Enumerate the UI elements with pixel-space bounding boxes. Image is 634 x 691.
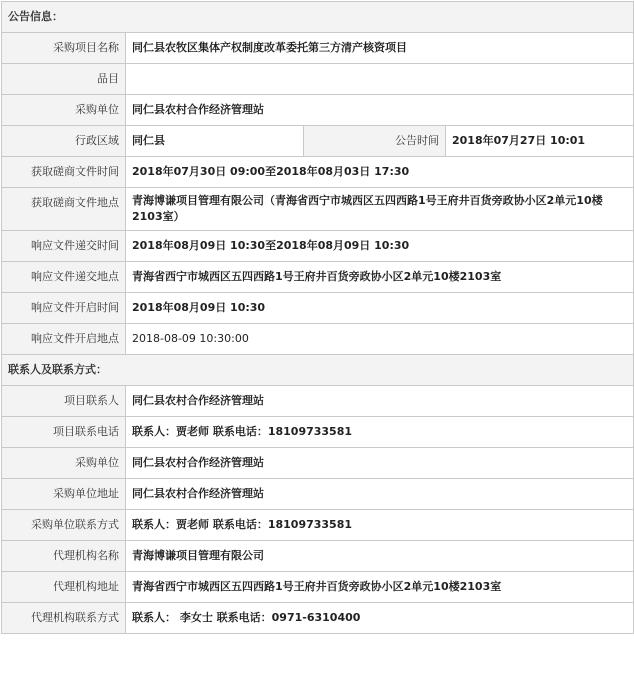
table-row — [2, 95, 634, 126]
project-name-value: 同仁县农牧区集体产权制度改革委托第三方清产核资项目 — [126, 33, 634, 64]
table-row — [2, 231, 634, 262]
purchaser-address-label: 采购单位地址 — [2, 479, 126, 510]
table-row — [2, 572, 634, 603]
table-row — [2, 293, 634, 324]
agency-address-label: 代理机构地址 — [2, 572, 126, 603]
table-row — [2, 126, 634, 157]
table-row — [2, 479, 634, 510]
open-time-value: 2018年08月09日 10:30 — [126, 293, 634, 324]
agency-contact-value: 联系人： 李女士 联系电话：0971-6310400 — [126, 603, 634, 634]
district-label: 行政区域 — [2, 126, 126, 157]
contact-purchaser-value: 同仁县农村合作经济管理站 — [126, 448, 634, 479]
project-name-label: 采购项目名称 — [2, 33, 126, 64]
announce-time-label: 公告时间 — [304, 126, 446, 157]
table-row — [2, 262, 634, 293]
project-contact-value: 同仁县农村合作经济管理站 — [126, 386, 634, 417]
submit-time-value: 2018年08月09日 10:30至2018年08月09日 10:30 — [126, 231, 634, 262]
district-value: 同仁县 — [126, 126, 304, 157]
submit-time-label: 响应文件递交时间 — [2, 231, 126, 262]
table-row — [2, 157, 634, 188]
project-phone-value: 联系人：贾老师 联系电话：18109733581 — [126, 417, 634, 448]
open-time-label: 响应文件开启时间 — [2, 293, 126, 324]
open-place-label: 响应文件开启地点 — [2, 324, 126, 355]
contact-purchaser-label: 采购单位 — [2, 448, 126, 479]
submit-place-label: 响应文件递交地点 — [2, 262, 126, 293]
table-row — [2, 417, 634, 448]
announcement-table — [1, 1, 634, 634]
doc-place-value: 青海博谦项目管理有限公司（青海省西宁市城西区五四西路1号王府井百货旁政协小区2单元10楼2103室） — [126, 188, 634, 231]
purchaser-address-value: 同仁县农村合作经济管理站 — [126, 479, 634, 510]
item-label: 品目 — [2, 64, 126, 95]
table-row — [2, 448, 634, 479]
project-phone-label: 项目联系电话 — [2, 417, 126, 448]
purchaser-contact-value: 联系人：贾老师 联系电话：18109733581 — [126, 510, 634, 541]
table-row — [2, 33, 634, 64]
table-row — [2, 324, 634, 355]
announce-time-value: 2018年07月27日 10:01 — [446, 126, 634, 157]
doc-time-label: 获取磋商文件时间 — [2, 157, 126, 188]
doc-place-label: 获取磋商文件地点 — [2, 188, 126, 231]
table-row — [2, 386, 634, 417]
contacts-section-title: 联系人及联系方式： — [2, 355, 634, 386]
agency-name-label: 代理机构名称 — [2, 541, 126, 572]
agency-contact-label: 代理机构联系方式 — [2, 603, 126, 634]
table-row — [2, 510, 634, 541]
agency-address-value: 青海省西宁市城西区五四西路1号王府井百货旁政协小区2单元10楼2103室 — [126, 572, 634, 603]
table-row — [2, 541, 634, 572]
table-row — [2, 64, 634, 95]
table-row — [2, 603, 634, 634]
table-row — [2, 188, 634, 231]
agency-name-value: 青海博谦项目管理有限公司 — [126, 541, 634, 572]
submit-place-value: 青海省西宁市城西区五四西路1号王府井百货旁政协小区2单元10楼2103室 — [126, 262, 634, 293]
doc-time-value: 2018年07月30日 09:00至2018年08月03日 17:30 — [126, 157, 634, 188]
purchaser-value: 同仁县农村合作经济管理站 — [126, 95, 634, 126]
project-contact-label: 项目联系人 — [2, 386, 126, 417]
purchaser-contact-label: 采购单位联系方式 — [2, 510, 126, 541]
announcement-section-row — [2, 2, 634, 33]
purchaser-label: 采购单位 — [2, 95, 126, 126]
contacts-section-row — [2, 355, 634, 386]
open-place-value: 2018-08-09 10:30:00 — [126, 324, 634, 355]
announcement-section-title: 公告信息： — [2, 2, 634, 33]
item-value — [126, 64, 634, 95]
